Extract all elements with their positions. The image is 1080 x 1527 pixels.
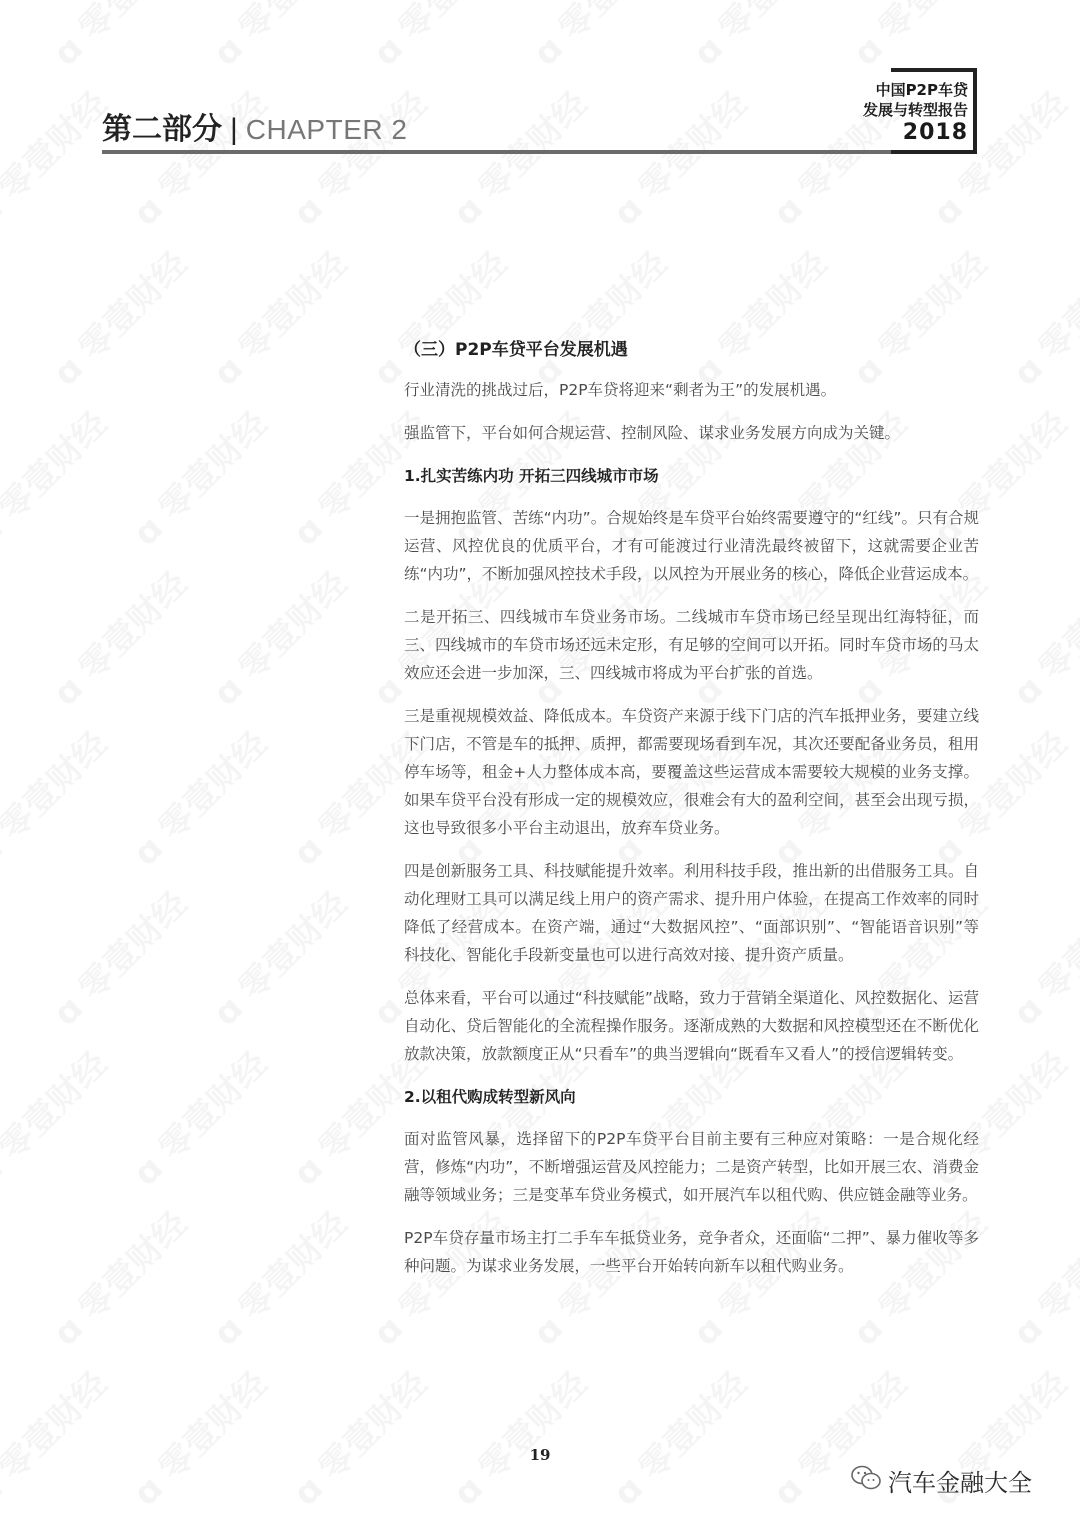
body-paragraph: 一是拥抱监管、苦练“内功”。合规始终是车贷平台始终需要遵守的“红线”。只有合规运营、风控优良的优质平台，才有可能渡过行业清洗最终被留下，这就需要企业苦练“内功”，不断加强风控技术手段，以风控为开展业务的核心，降低企业营运成本。 — [404, 509, 979, 583]
section-title: （三）P2P车贷平台发展机遇 — [404, 340, 628, 360]
chapter-en: CHAPTER 2 — [245, 114, 408, 145]
chapter-separator: | — [230, 113, 238, 146]
body-paragraph: 面对监管风暴，选择留下的P2P车贷平台目前主要有三种应对策略：一是合规化经营，修炼“内功”，不断增强运营及风控能力；二是资产转型，比如开展三农、消费金融等领域业务；三是变革车贷业务模式，如开展汽车以租代购、供应链金融等业务。 — [404, 1130, 979, 1204]
watermark-stamp — [840, 0, 996, 75]
watermark-stamp — [0, 1358, 116, 1514]
watermark-stamp — [200, 878, 356, 1034]
watermark-stamp — [1000, 1518, 1080, 1527]
body-paragraph: 四是创新服务工具、科技赋能提升效率。利用科技手段，推出新的出借服务工具。自动化理财工具可以满足线上用户的资产需求、提升用户体验，在提高工作效率的同时降低了经营成本。在资产端，通过“大数据风控”、“面部识别”、“智能语音识别”等科技化、智能化手段新变量也可以进行高效对接、提升资产质量。 — [404, 862, 979, 964]
watermark-stamp — [0, 78, 116, 234]
watermark-stamp — [120, 398, 276, 554]
watermark-stamp — [200, 1198, 356, 1354]
article-body — [404, 336, 979, 1295]
watermark-stamp — [40, 558, 196, 714]
watermark-stamp — [40, 878, 196, 1034]
watermark-stamp — [120, 718, 276, 874]
watermark-stamp — [1000, 1198, 1080, 1354]
watermark-stamp — [440, 1358, 596, 1514]
watermark-stamp — [0, 718, 116, 874]
wechat-account-badge — [850, 1463, 1032, 1498]
watermark-stamp — [1000, 878, 1080, 1034]
chapter-heading — [102, 110, 407, 150]
watermark-stamp — [0, 1038, 116, 1194]
watermark-stamp — [1000, 238, 1080, 394]
watermark-stamp — [200, 1518, 356, 1527]
header-rule — [102, 150, 892, 154]
body-paragraph: 总体来看，平台可以通过“科技赋能”战略，致力于营销全渠道化、风控数据化、运营自动化、贷后智能化的全流程操作服务。逐渐成熟的大数据和风控模型还在不断优化放款决策，放款额度正从“只看车”的典当逻辑向“既看车又看人”的授信逻辑转变。 — [404, 989, 979, 1063]
body-paragraph: 三是重视规模效益、降低成本。车贷资产来源于线下门店的汽车抵押业务，要建立线下门店，不管是车的抵押、质押，都需要现场看到车况，其次还要配备业务员，租用停车场等，租金+人力整体成本高，要覆盖这些运营成本需要较大规模的业务支撑。如果车贷平台没有形成一定的规模效应，很难会有大的盈利空间，甚至会出现亏损，这也导致很多小平台主动退出，放弃车贷业务。 — [404, 707, 979, 837]
watermark-stamp — [40, 1518, 196, 1527]
body-paragraph: 二是开拓三、四线城市车贷业务市场。二线城市车贷市场已经呈现出红海特征，而三、四线城市的车贷市场还远未定形，有足够的空间可以开拓。同时车贷市场的马太效应还会进一步加深，三、四线城市将成为平台扩张的首选。 — [404, 608, 979, 682]
chapter-cn: 第二部分 — [102, 112, 222, 147]
report-year: 2018 — [902, 120, 968, 145]
watermark-stamp — [280, 1358, 436, 1514]
watermark-stamp — [520, 1518, 676, 1527]
subsection-title-1: 1.扎实苦练内功 开拓三四线城市市场 — [404, 467, 659, 485]
intro-paragraph: 行业清洗的挑战过后，P2P车贷将迎来“剩者为王”的发展机遇。 — [404, 381, 837, 399]
watermark-stamp — [40, 238, 196, 394]
watermark-stamp — [0, 0, 36, 75]
watermark-stamp — [1000, 558, 1080, 714]
report-title-line1: 中国P2P车贷 — [875, 81, 968, 99]
report-title — [863, 80, 968, 146]
wechat-icon — [850, 1464, 882, 1498]
watermark-stamp — [120, 1038, 276, 1194]
watermark-stamp — [520, 0, 676, 75]
watermark-stamp — [40, 1198, 196, 1354]
watermark-stamp — [120, 1358, 276, 1514]
watermark-stamp — [200, 238, 356, 394]
watermark-stamp — [360, 1518, 516, 1527]
watermark-stamp — [200, 558, 356, 714]
intro-paragraph: 强监管下，平台如何合规运营、控制风险、谋求业务发展方向成为关键。 — [404, 424, 901, 442]
subsection-title-2: 2.以租代购成转型新风向 — [404, 1088, 576, 1106]
watermark-stamp — [680, 0, 836, 75]
watermark-stamp — [840, 1518, 996, 1527]
watermark-stamp — [40, 0, 196, 75]
page-number: 19 — [529, 1446, 551, 1464]
body-paragraph: P2P车贷存量市场主打二手车车抵贷业务，竞争者众，还面临“二押”、暴力催收等多种问题。为谋求业务发展，一些平台开始转向新车以租代购业务。 — [404, 1229, 979, 1275]
page-header — [102, 100, 968, 156]
watermark-stamp — [600, 1358, 756, 1514]
report-title-line2: 发展与转型报告 — [862, 101, 968, 119]
brand-name: 汽车金融大全 — [888, 1469, 1032, 1497]
watermark-stamp — [360, 0, 516, 75]
watermark-stamp — [680, 1518, 836, 1527]
watermark-stamp — [200, 0, 356, 75]
watermark-stamp — [0, 398, 116, 554]
